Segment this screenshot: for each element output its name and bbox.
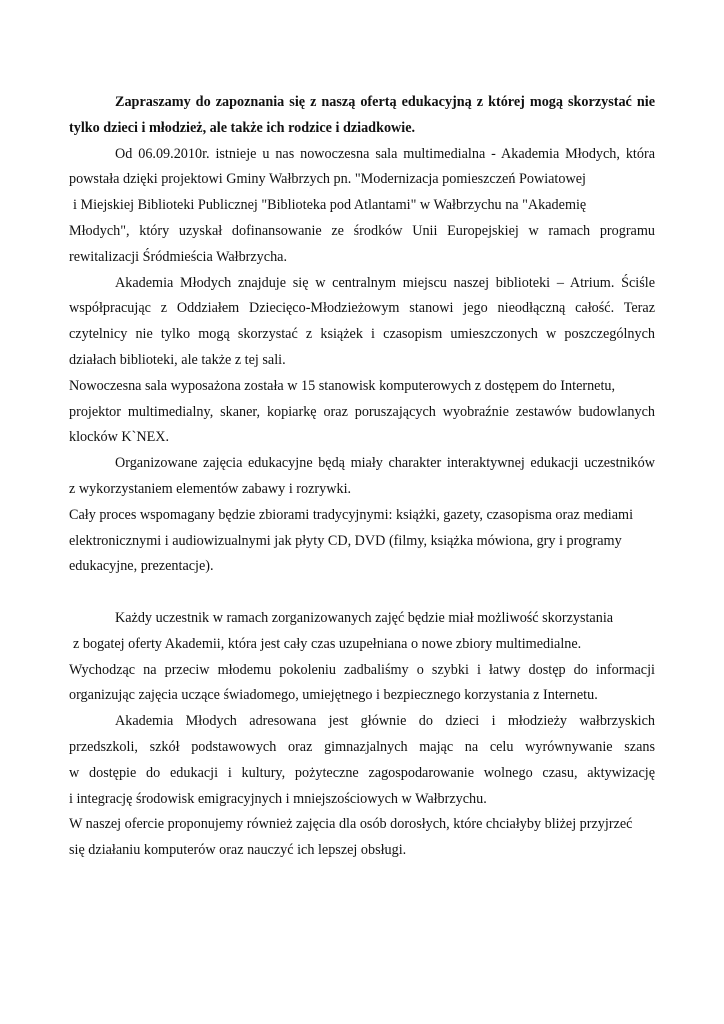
paragraph-line: projektor multimedialny, skaner, kopiarkę oraz poruszających wyobraźnie zestawów budowlanych xyxy=(69,403,655,420)
paragraph-line: z bogatej oferty Akademii, która jest cały czas uzupełniana o nowe zbiory multimedialne. xyxy=(73,635,582,652)
paragraph-line: w dostępie do edukacji i kultury, pożyteczne zagospodarowanie wolnego czasu, aktywizację xyxy=(69,764,655,781)
audience-paragraph xyxy=(69,709,655,812)
paragraph-line: W naszej ofercie proponujemy również zajęcia dla osób dorosłych, które chciałyby bliżej przyjrzeć xyxy=(69,816,633,833)
paragraph-line: Organizowane zajęcia edukacyjne będą miały charakter interaktywnej edukacji uczestników xyxy=(115,455,655,472)
paragraph-line: tylko dzieci i młodzież, ale także ich rodzice i dziadkowie. xyxy=(69,119,416,136)
adults-paragraph xyxy=(69,812,655,864)
blank-line xyxy=(69,580,655,606)
paragraph-line: Zapraszamy do zapoznania się z naszą ofertą edukacyjną z której mogą skorzystać nie xyxy=(115,94,655,110)
paragraph-line: Akademia Młodych adresowana jest głównie do dzieci i młodzieży wałbrzyskich xyxy=(115,713,655,730)
paragraph-line: Młodych", który uzyskał dofinansowanie ze środków Unii Europejskiej w ramach programu xyxy=(69,222,655,239)
internet-paragraph xyxy=(69,658,655,710)
paragraph-line: edukacyjne, prezentacje). xyxy=(69,558,214,575)
document-body xyxy=(69,90,655,864)
intro-paragraph xyxy=(69,90,655,142)
paragraph-line: elektronicznymi i audiowizualnymi jak płyty CD, DVD (filmy, książka mówiona, gry i programy xyxy=(69,532,622,549)
process-paragraph xyxy=(69,503,655,580)
paragraph-line: Od 06.09.2010r. istnieje u nas nowoczesna sala multimedialna - Akademia Młodych, która xyxy=(115,145,655,162)
paragraph-line: Akademia Młodych znajduje się w centralnym miejscu naszej biblioteki – Atrium. Ściśle xyxy=(115,274,655,291)
equipment-paragraph xyxy=(69,374,655,451)
paragraph-line: z wykorzystaniem elementów zabawy i rozrywki. xyxy=(69,480,352,497)
paragraph-line: czytelnicy nie tylko mogą skorzystać z książek i czasopism umieszczonych w poszczególnych xyxy=(69,326,655,343)
paragraph-line: rewitalizacji Śródmieścia Wałbrzycha. xyxy=(69,248,288,265)
paragraph-line: Nowoczesna sala wyposażona została w 15 stanowisk komputerowych z dostępem do Internetu, xyxy=(69,377,616,394)
history-paragraph xyxy=(69,142,655,271)
paragraph-line: i Miejskiej Biblioteki Publicznej "Biblioteka pod Atlantami" w Wałbrzychu na "Akademię xyxy=(73,197,587,214)
paragraph-line: klocków K`NEX. xyxy=(69,429,170,446)
paragraph-line: Każdy uczestnik w ramach zorganizowanych zajęć będzie miał możliwość skorzystania xyxy=(115,609,614,626)
location-paragraph xyxy=(69,271,655,374)
paragraph-line: działach biblioteki, ale także z tej sali. xyxy=(69,351,286,368)
paragraph-line: Wychodząc na przeciw młodemu pokoleniu zadbaliśmy o szybki i łatwy dostęp do informacji xyxy=(69,661,655,678)
paragraph-line: współpracując z Oddziałem Dziecięco-Młodzieżowym stanowi jego nieodłączną całość. Teraz xyxy=(69,300,655,317)
participant-paragraph xyxy=(69,606,655,658)
paragraph-line: organizując zajęcia uczące świadomego, umiejętnego i bezpiecznego korzystania z Internetu. xyxy=(69,687,598,704)
paragraph-line: powstała dzięki projektowi Gminy Wałbrzych pn. "Modernizacja pomieszczeń Powiatowej xyxy=(69,171,586,188)
paragraph-line: i integrację środowisk emigracyjnych i mniejszościowych w Wałbrzychu. xyxy=(69,790,487,807)
paragraph-line: Cały proces wspomagany będzie zbiorami tradycyjnymi: książki, gazety, czasopisma oraz mediami xyxy=(69,506,634,523)
paragraph-line: się działaniu komputerów oraz nauczyć ich lepszej obsługi. xyxy=(69,842,407,859)
paragraph-line: przedszkoli, szkół podstawowych oraz gimnazjalnych mając na celu wyrównywanie szans xyxy=(69,738,655,755)
classes-paragraph xyxy=(69,451,655,503)
